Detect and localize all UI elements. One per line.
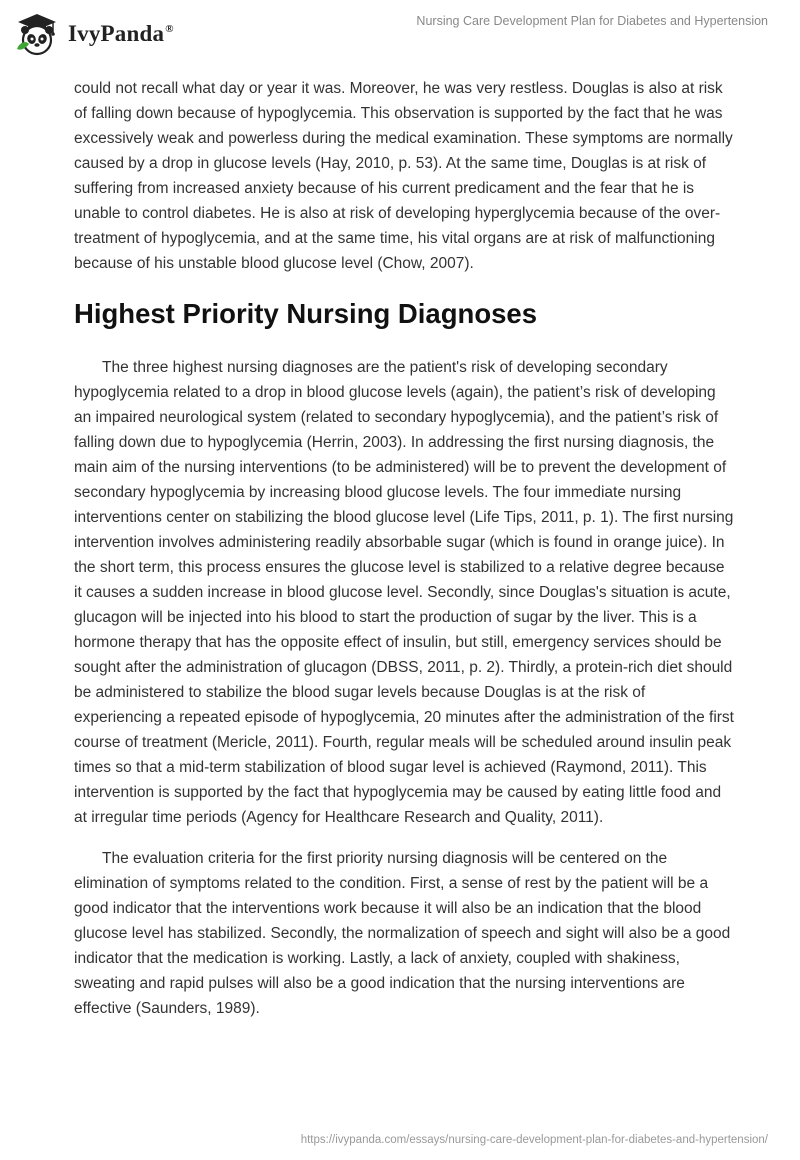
page-header (0, 0, 800, 72)
brand-name (68, 21, 174, 47)
document-title: Nursing Care Development Plan for Diabetes and Hypertension (416, 14, 768, 28)
article-body (74, 76, 734, 1021)
registered-mark: ® (165, 23, 174, 36)
intro-paragraph: could not recall what day or year it was. Moreover, he was very restless. Douglas is also at risk of falling down because of hypoglycemia. This observation is supported by the fact that he was excessively weak and powerless during the medical examination. These symptoms are normally caused by a drop in glucose levels (Hay, 2010, p. 53). At the same time, Douglas is at risk of suffering from increased anxiety because of his current predicament and the fear that he is unable to control diabetes. He is also at risk of developing hyperglycemia because of the over-treatment of hypoglycemia, and at the same time, his vital organs are at risk of malfunctioning because of his unstable blood glucose level (Chow, 2007). (74, 80, 733, 272)
panda-graduate-icon (14, 11, 60, 57)
source-url[interactable]: https://ivypanda.com/essays/nursing-care-development-plan-for-diabetes-and-hypertension/ (300, 1134, 768, 1146)
body-paragraph-1: The three highest nursing diagnoses are the patient's risk of developing secondary hypoglycemia related to a drop in blood glucose levels (again), the patient’s risk of developing an impaired neurological system (related to secondary hypoglycemia), and the patient’s risk of falling down due to hypoglycemia (Herrin, 2003). In addressing the first nursing diagnosis, the main aim of the nursing interventions (to be administered) will be to prevent the development of secondary hypoglycemia by increasing blood glucose levels. The four immediate nursing interventions center on stabilizing the blood glucose level (Life Tips, 2011, p. 1). The first nursing intervention involves administering readily absorbable sugar (which is found in orange juice). In the short term, this process ensures the glucose level is stabilized to a relative degree because it causes a sudden increase in blood glucose level. Secondly, since Douglas's situation is acute, glucagon will be injected into his blood to start the production of sugar by the liver. This is a hormone therapy that has the opposite effect of insulin, but still, emergency services should be sought after the administration of glucagon (DBSS, 2011, p. 2). Thirdly, a protein-rich diet should be administered to stabilize the blood sugar levels because Douglas is at the risk of experiencing a repeated episode of hypoglycemia, 20 minutes after the administration of the first course of treatment (Mericle, 2011). Fourth, regular meals will be scheduled around insulin peak times so that a mid-term stabilization of blood sugar level is achieved (Raymond, 2011). This intervention is supported by the fact that hypoglycemia may be caused by eating little food and at irregular time periods (Agency for Healthcare Research and Quality, 2011). (74, 359, 734, 826)
body-paragraph-2: The evaluation criteria for the first priority nursing diagnosis will be centered on the elimination of symptoms related to the condition. First, a sense of rest by the patient will be a good indicator that the interventions work because it will also be an indication that the blood glucose level has stabilized. Secondly, the normalization of speech and sight will also be a good indicator that the medication is working. Lastly, a lack of anxiety, coupled with shakiness, sweating and rapid pulses will also be a good indication that the nursing interventions are effective (Saunders, 1989). (74, 850, 731, 1017)
section-heading: Highest Priority Nursing Diagnoses (74, 298, 538, 329)
ivypanda-logo[interactable] (14, 10, 204, 58)
brand-label: IvyPanda (68, 21, 165, 46)
